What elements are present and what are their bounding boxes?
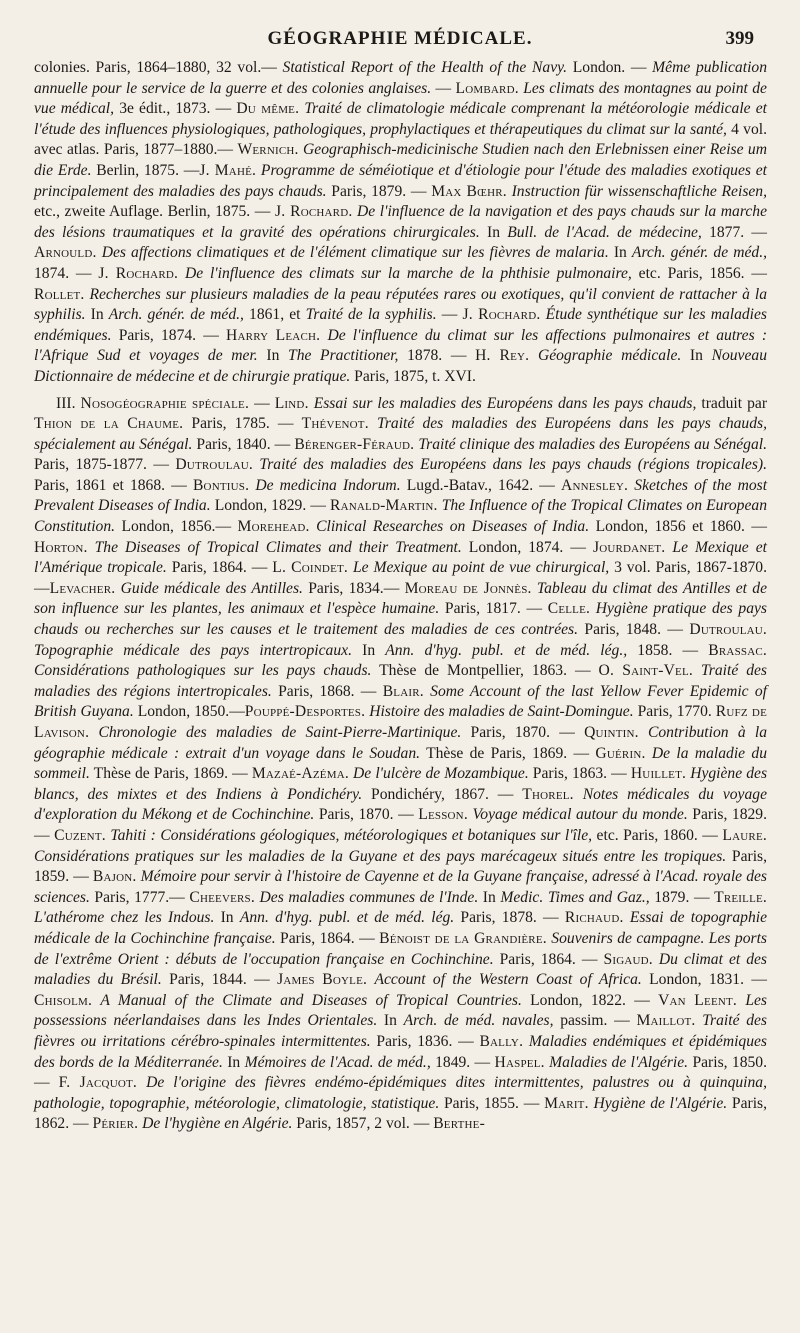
title-segment: Le Mexique au point de vue chirurgical, — [352, 559, 610, 577]
title-segment: Traité des fièvres ou irritations cérébro-spinales intermittentes. — [34, 1012, 767, 1050]
author-segment: Max Bœhr. — [431, 182, 507, 200]
title-segment: Des affections climatiques et de l'élément climatique sur les fièvres de malaria. — [101, 244, 609, 262]
title-segment: Les possessions néerlandaises dans les Indes Orientales. — [34, 991, 767, 1030]
text-segment: Paris, 1829. — — [34, 806, 768, 844]
text-segment — [137, 1074, 146, 1091]
title-segment: Some Account of the last Yellow Fever Epidemic of British Guyana. — [34, 682, 767, 721]
author-segment: Treille. — [714, 888, 768, 906]
title-segment: Arch. génér. de méd., — [631, 244, 768, 262]
author-segment: Dutroulau. — [689, 621, 768, 639]
title-segment: De l'influence des climats sur la marche de la phthisie pulmonaire, — [184, 264, 632, 282]
text-segment: — — [436, 306, 463, 324]
title-segment: Traité de la syphilis. — [305, 306, 437, 324]
title-segment: De medicina Indorum. — [255, 476, 401, 494]
author-segment: Berthe- — [433, 1115, 485, 1133]
text-segment: — — [431, 79, 456, 97]
paragraph-nosogeographie-speciale — [34, 394, 767, 1135]
author-segment: J. Rochard. — [274, 203, 353, 221]
title-segment: The Influence of the Tropical Climates on European Constitution. — [34, 497, 767, 536]
title-segment: Contribution à la géographie médicale : extrait d'un voyage dans le Soudan. — [34, 724, 767, 762]
text-segment — [639, 724, 648, 741]
page-title: GÉOGRAPHIE MÉDICALE. — [267, 28, 533, 49]
author-segment: L. Coindet. — [272, 559, 349, 577]
author-segment: Bérenger-Féraud. — [294, 435, 415, 453]
author-segment: Sigaud. — [603, 950, 653, 968]
text-segment: Paris, 1862. — — [34, 1094, 768, 1133]
page-number: 399 — [725, 28, 754, 49]
author-segment: Cuzent. — [54, 826, 106, 844]
title-segment: De la maladie du sommeil. — [34, 744, 768, 783]
title-segment: Account of the Western Coast of Africa. — [374, 971, 642, 989]
title-segment: The Diseases of Tropical Climates and their Treatment. — [94, 538, 462, 556]
author-segment: Guérin. — [595, 744, 646, 762]
text-segment: Paris, 1840. — — [192, 435, 295, 453]
title-segment: Les climats des montagnes au point de vue médical, — [34, 79, 767, 118]
title-segment: De l'ulcère de Mozambique. — [353, 765, 529, 783]
text-segment: Paris, 1777.— — [89, 888, 190, 906]
author-segment: Laure. — [722, 826, 767, 844]
author-segment: Thorel. — [522, 785, 574, 803]
text-segment: In — [681, 347, 712, 365]
author-segment: Ranald-Martin. — [330, 497, 438, 515]
text-segment — [88, 539, 95, 556]
author-segment: Thion de la Chaume. — [34, 415, 184, 433]
author-segment: Bally. — [479, 1032, 524, 1050]
author-segment: J. Rochard. — [98, 264, 179, 282]
text-segment: Paris, 1868. — — [271, 682, 383, 700]
text-segment: In — [85, 306, 109, 324]
title-segment: L'athérome chez les Indous. — [34, 909, 215, 927]
author-segment: Annesley. — [561, 476, 629, 494]
title-segment: Des maladies communes de l'Inde. — [259, 888, 479, 906]
text-segment: 1861, et — [243, 306, 306, 324]
author-segment: Wernich. — [237, 141, 299, 159]
text-segment: In — [479, 223, 508, 241]
text-segment: Paris, 1770. — [633, 703, 716, 721]
title-segment: Du climat et des maladies du Brésil. — [34, 950, 768, 989]
title-segment: Mémoires de l'Acad. de méd., — [244, 1053, 431, 1071]
author-segment: Harry Leach. — [226, 326, 321, 344]
author-segment: H. Rey. — [475, 347, 530, 365]
author-segment: J. Mahé. — [199, 161, 257, 179]
text-segment: Paris, 1870. — — [314, 806, 419, 824]
author-segment: James Boyle. — [277, 971, 368, 989]
text-segment: Paris, 1864. — — [166, 559, 273, 577]
title-segment: Géographie médicale. — [537, 347, 682, 365]
text-segment — [574, 786, 583, 803]
text-segment: 1849. — — [430, 1053, 495, 1071]
author-segment: Arnould. — [34, 244, 97, 262]
author-segment: Du même. — [236, 100, 300, 118]
title-segment: Topographie médicale des pays intertropicaux. — [34, 641, 352, 659]
text-segment — [529, 347, 538, 364]
text-segment: Paris, 1836. — — [370, 1032, 480, 1050]
title-segment: Considérations pathologiques sur les pays chauds. — [34, 662, 372, 680]
title-segment: Programme de séméiotique et d'étiologie pour l'étude des maladies exotiques et principalement des maladies des pays chauds. — [34, 161, 767, 200]
title-segment: Histoire des maladies de Saint-Domingue. — [369, 703, 634, 721]
author-segment: Horton. — [34, 538, 88, 556]
author-segment: Thévenot. — [301, 415, 369, 433]
text-segment: Paris, 1857, 2 vol. — — [292, 1115, 434, 1133]
text-segment: Paris, 1870. — — [461, 724, 585, 741]
title-segment: Étude synthétique sur les maladies endémiques. — [34, 306, 767, 344]
author-segment: O. Saint-Vel. — [598, 662, 693, 680]
text-segment: In — [478, 888, 501, 906]
text-segment: — — [249, 394, 275, 412]
title-segment: Tahiti : Considérations géologiques, météorologiques et botaniques sur l'île, — [110, 826, 593, 844]
author-segment: Jourdanet. — [592, 538, 666, 556]
title-segment: Sketches of the most Prevalent Diseases of India. — [34, 476, 768, 515]
text-segment: London, 1856 et 1860. — — [589, 518, 767, 536]
text-segment: In — [222, 1053, 245, 1071]
author-segment: Dutroulau. — [175, 456, 253, 474]
text-segment: In — [351, 641, 386, 659]
text-segment: Lugd.-Batav., 1642. — — [400, 476, 562, 494]
author-segment: Brassac. — [708, 641, 767, 659]
text-segment: Paris, 1834.— — [302, 579, 405, 597]
title-segment: Statistical Report of the Health of the Navy. — [282, 59, 568, 76]
text-segment: Paris, 1879. — — [326, 182, 432, 200]
title-segment: De l'origine des fièvres endémo-épidémiques dites intermittentes, palustres ou à quinquina, pathologie, topographie, météorologie, climatologie, statistique. — [34, 1074, 768, 1112]
author-segment: Blair. — [382, 682, 424, 700]
text-segment: 3 vol. Paris, 1867-1870. — — [34, 559, 768, 597]
title-segment: Essai sur les maladies des Européens dans les pays chauds, — [313, 394, 697, 412]
text-segment: Paris, 1861 et 1868. — — [34, 476, 193, 494]
author-segment: Quintin. — [584, 724, 639, 741]
title-segment: Notes médicales du voyage d'exploration du Mékong et de Cochinchine. — [34, 785, 767, 824]
author-segment: Rollet. — [34, 285, 85, 303]
author-segment: Cheevers. — [189, 888, 255, 906]
text-segment: 1878. — — [398, 347, 476, 365]
author-segment: Bénoist de la Grandière. — [379, 929, 547, 947]
author-segment: Morehead. — [237, 518, 310, 536]
title-segment: Traité clinique des maladies des Européens au Sénégal. — [418, 435, 767, 453]
text-segment — [693, 662, 701, 679]
author-segment: Mazaé-Azéma. — [251, 765, 349, 783]
text-segment: In — [377, 1012, 404, 1030]
text-segment: Paris, 1875, t. XVI. — [350, 367, 476, 385]
title-segment: De l'influence du climat sur les affections pulmonaires et autres : l'Afrique Sud et voyages de mer. — [34, 326, 768, 365]
author-segment: Richaud. — [564, 909, 624, 927]
text-segment: London, 1822. — — [521, 991, 659, 1009]
title-segment: Clinical Researches on Diseases of India. — [316, 518, 590, 536]
author-segment: Celle. — [547, 600, 591, 618]
author-segment: Levacher. — [49, 579, 116, 597]
title-segment: Voyage médical autour du monde. — [472, 806, 688, 824]
author-segment: Moreau de Jonnès. — [404, 579, 532, 597]
text-segment: In — [257, 347, 289, 365]
text-segment: Paris, 1785. — — [183, 415, 302, 433]
title-segment: Hygiène pratique des pays chauds ou recherches sur les causes et le traitement des maladies de ces contrées. — [34, 600, 767, 639]
title-segment: Geographisch-medicinische Studien nach den Erlebnissen einer Reise um die Erde. — [34, 141, 767, 179]
text-segment: III. — [56, 394, 81, 412]
text-segment: London, 1831. — — [641, 971, 767, 989]
title-segment: Arch. génér. de méd., — [108, 306, 244, 324]
author-segment: F. Jacquot. — [58, 1074, 138, 1092]
text-segment: Paris, 1848. — — [578, 621, 690, 639]
author-segment: Van Leent. — [658, 991, 738, 1009]
author-segment: Chisolm. — [34, 991, 93, 1009]
title-segment: Medic. Times and Gaz., — [500, 888, 650, 906]
text-segment: passim. — — [553, 1012, 637, 1030]
title-segment: Mémoire pour servir à l'histoire de Cayenne et de la Guyane française, adressé à l'Acad. royale des sciences. — [34, 868, 767, 906]
title-segment: Instruction für wissenschaftliche Reisen, — [511, 182, 767, 200]
paragraph-general-bibliography — [34, 58, 767, 388]
text-segment: In — [214, 909, 240, 927]
author-segment: Marit. — [544, 1094, 589, 1112]
author-segment: J. Rochard. — [462, 306, 541, 324]
title-segment: Même publication annuelle pour le service de la guerre et des colonies anglaises. — [34, 59, 767, 97]
title-segment: Traité des maladies des Européens dans les pays chauds, spécialement au Sénégal. — [34, 415, 767, 453]
author-segment: Lind. — [274, 394, 309, 412]
text-segment: traduit par — [696, 394, 768, 412]
title-segment: Ann. d'hyg. publ. et de méd. lég., — [385, 641, 628, 659]
title-segment: Souvenirs de campagne. Les ports de l'extrême Orient : débuts de l'occupation française en Cochinchine. — [34, 929, 767, 968]
text-segment — [369, 415, 377, 432]
text-segment: Paris, 1855. — — [439, 1094, 545, 1112]
text-segment: Paris, 1850. — — [34, 1053, 768, 1092]
title-segment: Guide médicale des Antilles. — [120, 579, 303, 597]
title-segment: De l'hygiène en Algérie. — [142, 1115, 293, 1133]
author-segment: Huillet. — [630, 765, 687, 783]
text-segment: Berlin, 1875. — — [91, 161, 200, 179]
author-segment: Pouppé-Desportes. — [244, 703, 366, 721]
text-segment: etc. Paris, 1856. — — [631, 264, 768, 282]
text-segment: etc. Paris, 1860. — — [592, 826, 723, 844]
text-segment: Paris, 1864. — — [275, 929, 380, 947]
text-segment: Paris, 1844. — — [161, 971, 278, 989]
author-segment: Bontius. — [192, 476, 250, 494]
title-segment: Traité de climatologie médicale comprenant la météorologie médicale et l'étude des influences physiologiques, pathologiques, prophylactiques et thérapeutiques du climat sur la santé, — [34, 100, 767, 138]
title-segment: Hygiène de l'Algérie. — [593, 1094, 728, 1112]
text-segment: London, 1850.— — [133, 703, 245, 721]
author-segment: Haspel. — [494, 1053, 545, 1071]
text-segment: etc., zweite Auflage. Berlin, 1875. — — [34, 203, 275, 221]
running-head — [0, 28, 800, 52]
title-segment: Essai de topographie médicale de la Cochinchine française. — [34, 909, 768, 947]
title-segment: De l'influence de la navigation et des pays chauds sur la marche des lésions traumatiques et la gravité des opérations chirurgicales. — [34, 203, 767, 241]
title-segment: Nouveau Dictionnaire de médecine et de chirurgie pratique. — [34, 347, 767, 385]
title-segment: A Manual of the Climate and Diseases of Tropical Countries. — [100, 991, 522, 1009]
title-segment: Maladies de l'Algérie. — [549, 1053, 689, 1071]
title-segment: Hygiène des blancs, des mixtes et des Indiens à Pondichéry. — [34, 765, 768, 803]
author-segment: Lombard. — [455, 79, 519, 97]
text-segment: London. — — [567, 59, 653, 76]
text-segment: Paris, 1863. — — [528, 765, 631, 783]
text-segment: Paris, 1817. — — [439, 600, 548, 618]
text-segment — [178, 265, 185, 282]
text-segment: Paris, 1878. — — [454, 909, 565, 927]
text-segment: 1874. — — [34, 264, 99, 282]
text-segment: Paris, 1875-1877. — — [34, 456, 176, 474]
title-segment: Le Mexique et l'Amérique tropicale. — [34, 538, 767, 577]
text-segment: Paris, 1864. — — [493, 950, 604, 968]
title-segment: Arch. de méd. navales, — [403, 1012, 554, 1030]
author-segment: Lesson. — [418, 806, 468, 824]
text-segment: Paris, 1859. — — [34, 847, 768, 886]
text-segment: London, 1829. — — [210, 497, 330, 515]
text-segment: Paris, 1874. — — [111, 326, 227, 344]
bibliography-text — [34, 58, 767, 1135]
text-segment: Thèse de Paris, 1869. — — [89, 765, 252, 783]
title-segment: Considérations pratiques sur les maladies de la Guyane et des pays marécageux situés entre les tropiques. — [34, 847, 727, 865]
title-segment: Chronologie des maladies de Saint-Pierre-Martinique. — [98, 724, 462, 741]
title-segment: Tableau du climat des Antilles et de son influence sur les plantes, les animaux et l'espèce humaine. — [34, 579, 768, 618]
text-segment: 1877. — — [701, 223, 767, 241]
text-segment: 3e édit., 1873. — — [114, 100, 237, 118]
author-segment: Maillot. — [636, 1012, 696, 1030]
title-segment: Ann. d'hyg. publ. et de méd. lég. — [239, 909, 455, 927]
author-segment: Bajon. — [92, 868, 137, 886]
text-segment: 1879. — — [649, 888, 715, 906]
text-segment: 4 vol. avec atlas. Paris, 1877–1880.— — [34, 120, 767, 159]
title-segment: The Practitioner, — [288, 347, 399, 365]
text-segment: London, 1874. — — [461, 538, 593, 556]
author-segment: Nosogéographie spéciale. — [80, 394, 250, 412]
title-segment: Maladies endémiques et épidémiques des bords de la Méditerranée. — [34, 1032, 768, 1071]
title-segment: Traité des maladies des Européens dans les pays chauds (régions tropicales). — [259, 456, 768, 474]
text-segment: In — [608, 244, 632, 262]
text-segment: Thèse de Paris, 1869. — — [420, 744, 596, 762]
text-segment: Thèse de Montpellier, 1863. — — [371, 662, 599, 680]
text-segment: London, 1856.— — [115, 518, 238, 536]
title-segment: Traité des maladies des régions intertropicales. — [34, 662, 768, 700]
text-segment: Pondichéry, 1867. — — [362, 785, 523, 803]
text-segment: colonies. Paris, 1864–1880, 32 vol.— — [34, 59, 283, 76]
text-segment: 1858. — — [627, 641, 709, 659]
author-segment: Rufz de Lavison. — [34, 703, 767, 741]
author-segment: Périer. — [92, 1115, 139, 1133]
title-segment: Recherches sur plusieurs maladies de la peau réputées rares ou exotiques, qu'il convient de rattacher à la syphilis. — [34, 285, 768, 324]
title-segment: Bull. de l'Acad. de médecine, — [507, 223, 702, 241]
